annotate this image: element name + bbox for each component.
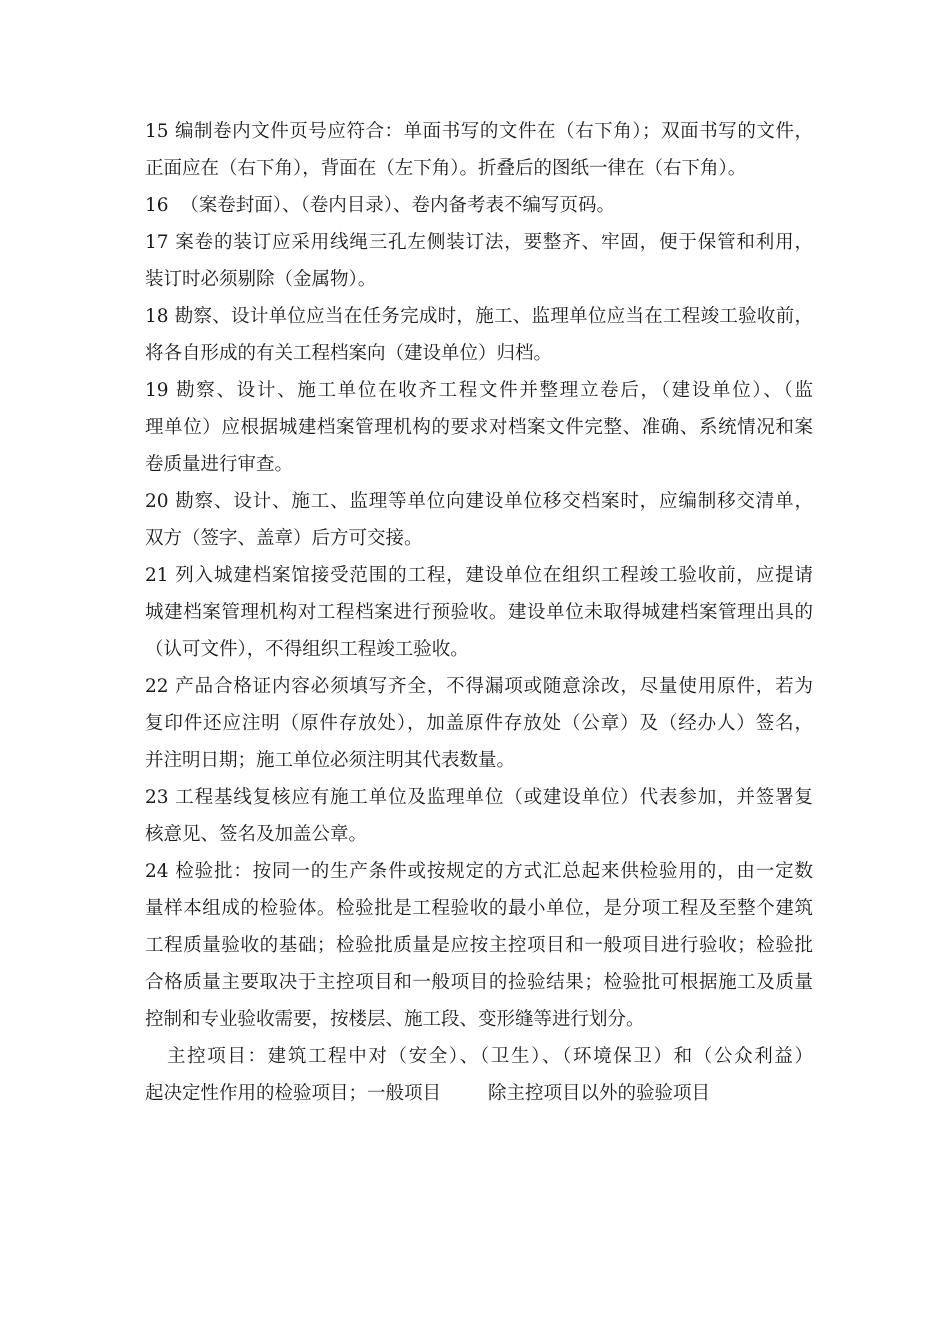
text-line: 22 产品合格证内容必须填写齐全，不得漏项或随意涂改，尽量使用原件，若为: [145, 676, 813, 697]
text-line: 合格质量主要取决于主控项目和一般项目的捡验结果；检验批可根据施工及质量: [145, 972, 813, 993]
text-line: 城建档案管理机构对工程档案进行预验收。建设单位未取得城建档案管理出具的: [145, 602, 813, 623]
text-line: 正面应在（右下角），背面在（左下角）。折叠后的图纸一律在（右下角）。: [145, 158, 747, 179]
text-line: 控制和专业验收需要，按楼层、施工段、变形缝等进行划分。: [145, 1009, 645, 1030]
text-line: 起决定性作用的检验项目；一般项目 除主控项目以外的验验项目: [145, 1083, 711, 1104]
text-line: 21 列入城建档案馆接受范围的工程，建设单位在组织工程竣工验收前，应提请: [145, 565, 813, 586]
text-line: 核意见、签名及加盖公章。: [145, 824, 368, 845]
text-line: 23 工程基线复核应有施工单位及监理单位（或建设单位）代表参加，并签署复: [145, 787, 813, 808]
text-line: 复印件还应注明（原件存放处），加盖原件存放处（公章）及（经办人）签名，: [145, 713, 813, 734]
text-line: 并注明日期；施工单位必须注明其代表数量。: [145, 750, 516, 771]
text-line: 双方（签字、盖章）后方可交接。: [145, 528, 423, 549]
text-line: 将各自形成的有关工程档案向（建设单位）归档。: [145, 343, 553, 364]
text-line: 工程质量验收的基础；检验批质量是应按主控项目和一般项目进行验收；检验批: [145, 935, 813, 956]
text-line: 16 （案卷封面）、（卷内目录）、卷内备考表不编写页码。: [145, 195, 616, 216]
text-line: 20 勘察、设计、施工、监理等单位向建设单位移交档案时，应编制移交清单，: [145, 491, 813, 512]
text-line: 17 案卷的装订应采用线绳三孔左侧装订法，要整齐、牢固，便于保管和利用，: [145, 232, 813, 253]
text-line: 24 检验批：按同一的生产条件或按规定的方式汇总起来供检验用的，由一定数: [145, 861, 813, 882]
text-line: 卷质量进行审查。: [145, 454, 294, 475]
text-line: 18 勘察、设计单位应当在任务完成时，施工、监理单位应当在工程竣工验收前，: [145, 306, 813, 327]
text-line: 主控项目：建筑工程中对（安全）、（卫生）、（环境保卫）和（公众利益）: [167, 1046, 813, 1067]
text-line: 装订时必须剔除（金属物）。: [145, 269, 377, 290]
text-line: 15 编制卷内文件页号应符合：单面书写的文件在（右下角）；双面书写的文件，: [145, 121, 813, 142]
text-line: 量样本组成的检验体。检验批是工程验收的最小单位，是分项工程及至整个建筑: [145, 898, 813, 919]
text-line: 理单位）应根据城建档案管理机构的要求对档案文件完整、准确、系统情况和案: [145, 417, 813, 438]
text-line: 19 勘察、设计、施工单位在收齐工程文件并整理立卷后，（建设单位）、（监: [145, 380, 813, 401]
document-body: [145, 113, 813, 1112]
text-line: （认可文件），不得组织工程竣工验收。: [145, 639, 469, 660]
